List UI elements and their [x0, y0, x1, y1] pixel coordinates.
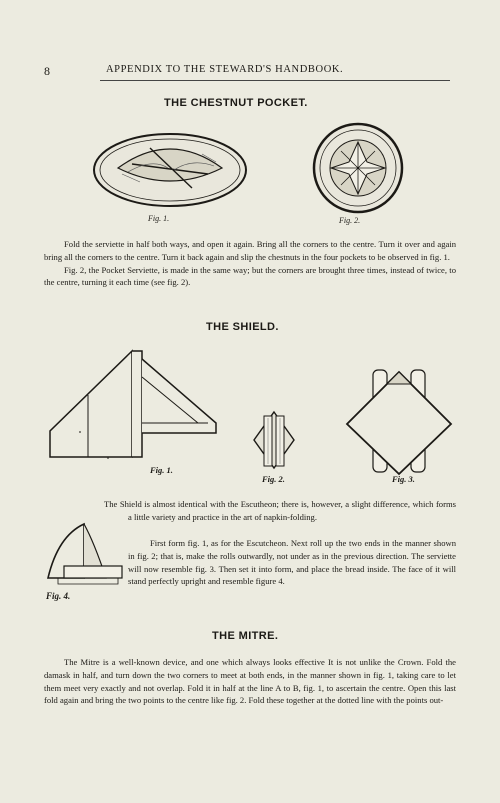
shield-fig1-caption: Fig. 1.: [150, 465, 173, 475]
chestnut-fig1-caption: Fig. 1.: [148, 214, 170, 223]
page-number: 8: [44, 64, 50, 78]
shield-fig4-caption: Fig. 4.: [46, 591, 71, 601]
chestnut-fig1-illustration: [92, 128, 248, 210]
running-title: APPENDIX TO THE STEWARD'S HANDBOOK.: [106, 64, 344, 75]
shield-paragraph-1: The Shield is almost identical with the Escutheon; there is, however, a slight difference, which forms a little variety and practice in the art of napkin-folding.: [104, 499, 456, 522]
shield-fig1-illustration: [48, 347, 220, 461]
mitre-text: [44, 656, 456, 707]
shield-fig2-illustration: [252, 410, 296, 472]
chestnut-paragraph-2: Fig. 2, the Pocket Serviette, is made in the same way; but the corners are brought three times, instead of twice, to the centre, turning it each time (see fig. 2).: [44, 264, 456, 288]
chestnut-pocket-heading: THE CHESTNUT POCKET.: [164, 97, 308, 109]
chestnut-paragraph-1: Fold the serviette in half both ways, and open it again. Bring all the corners to the centre. Turn it over and again bring all the corners to the centre. Turn it back again and slip the chestnuts in the four pockets to be observed in fig. 1.: [44, 239, 456, 262]
chestnut-fig2-caption: Fig. 2.: [339, 216, 361, 225]
chestnut-text: [44, 238, 456, 289]
shield-paragraph-2: First form fig. 1, as for the Escutcheon. Next roll up the two ends in the manner shown in fig. 2; that is, make the rolls outwardly, not under as in the previous direction. The serviette will now resemble fig. 3. Then set it into form, and place the bread inside. The face of it will stand perfectly upright and resemble figure 4.: [128, 538, 456, 587]
shield-para-2: [44, 537, 456, 588]
shield-fig3-caption: Fig. 3.: [392, 474, 415, 484]
shield-heading: THE SHIELD.: [206, 321, 279, 333]
mitre-paragraph: The Mitre is a well-known device, and one which always looks effective It is not unlike the Crown. Fold the damask in half, and turn down the two corners to meet at both ends, in the manner shown in fig. 1, taking care to let them meet very exactly and not overlap. Fold it in half at the line A to B, fig. 1, to ascertain the centre. Open this last fold again and bring the two points to the centre like fig. 2. Fold these together at the dotted line with the points out-: [44, 657, 456, 706]
shield-fig3-illustration: [343, 366, 455, 476]
mitre-heading: THE MITRE.: [212, 630, 279, 642]
header-rule: [100, 80, 450, 81]
chestnut-fig2-illustration: [311, 122, 405, 214]
shield-fig2-caption: Fig. 2.: [262, 474, 285, 484]
